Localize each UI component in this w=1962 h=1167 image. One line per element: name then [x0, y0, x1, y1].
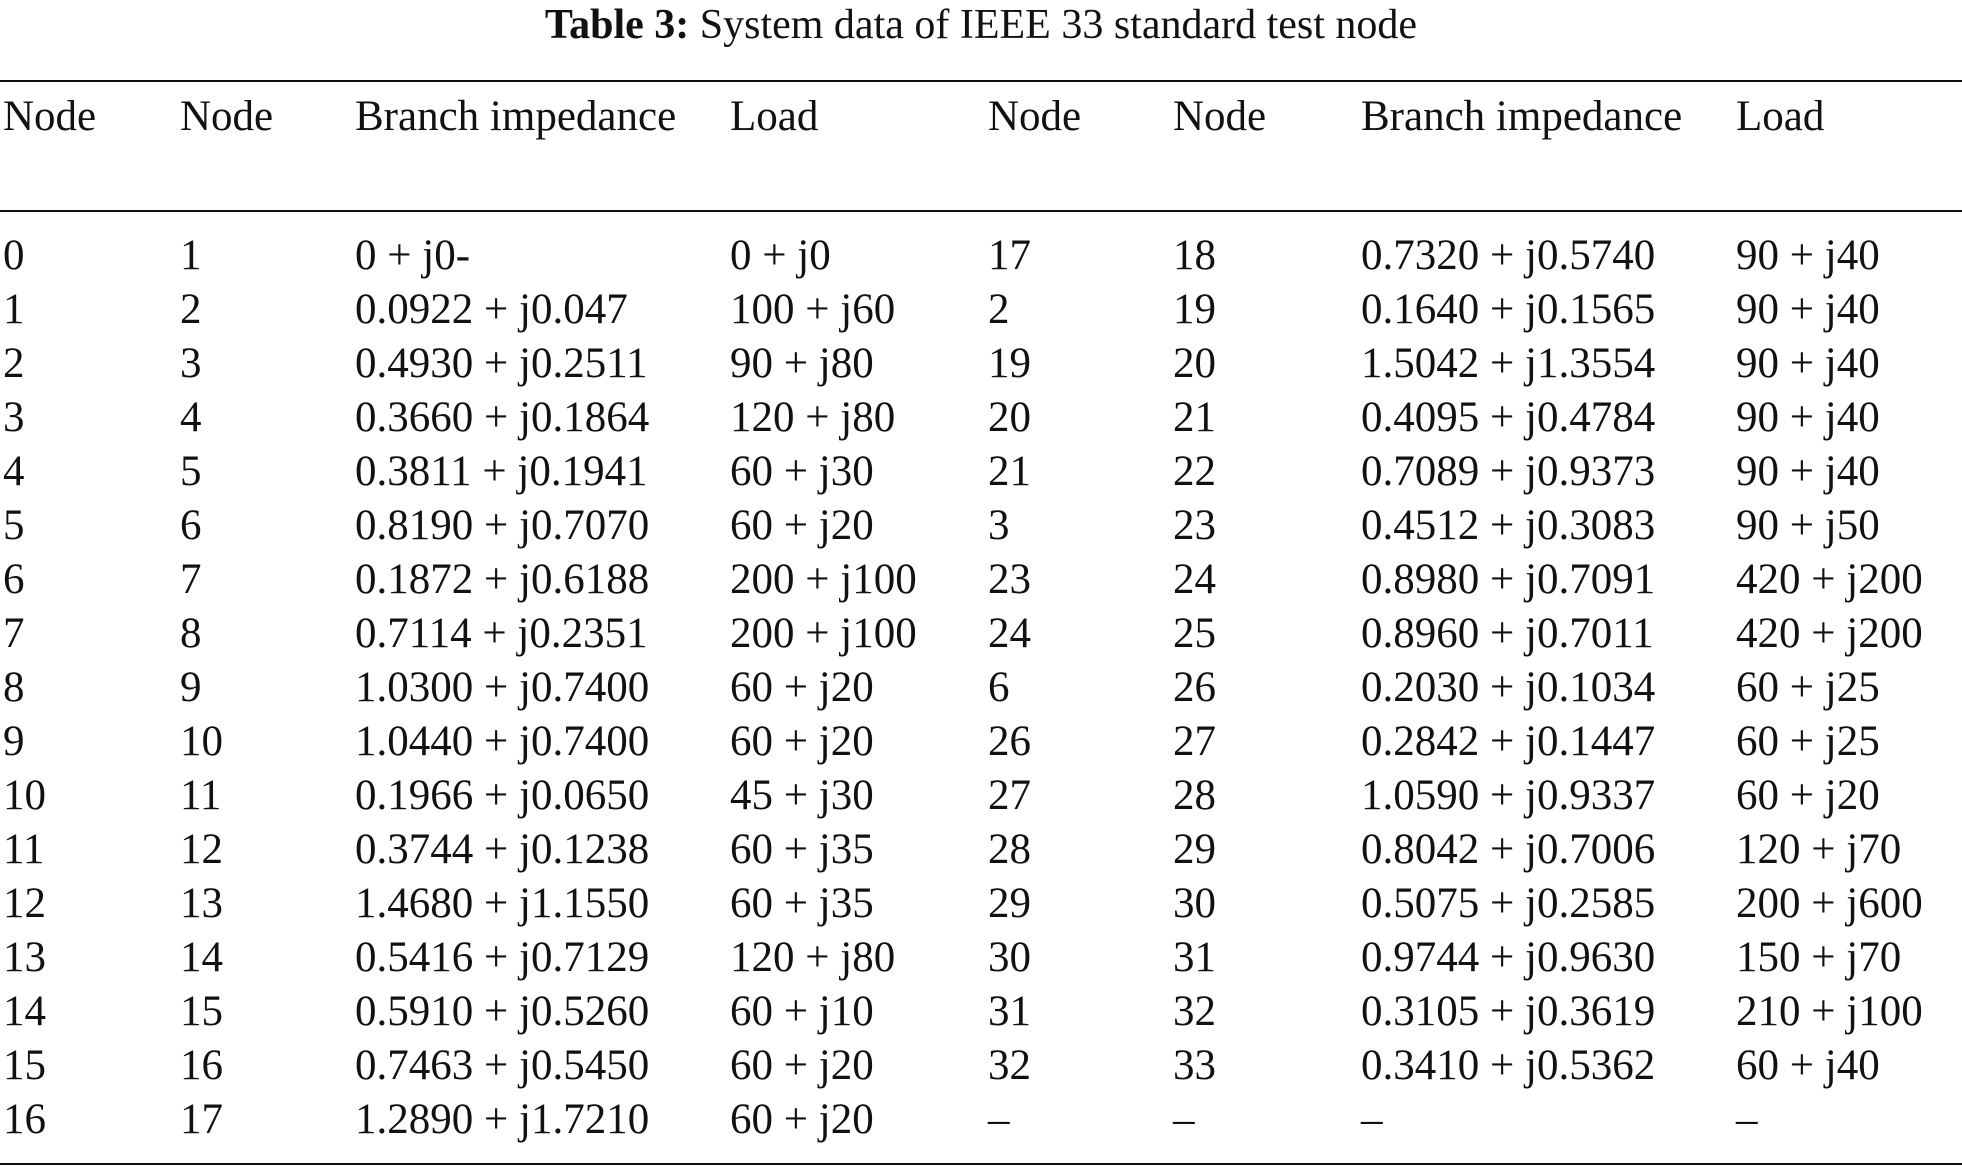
- table-cell: 1.0590 + j0.9337: [1361, 772, 1656, 819]
- table-cell: 0.4512 + j0.3083: [1361, 502, 1656, 549]
- table-cell: 1.2890 + j1.7210: [355, 1096, 650, 1143]
- table-cell: 0.8190 + j0.7070: [355, 502, 650, 549]
- table-cell: 90 + j40: [1736, 448, 1880, 495]
- table-cell: –: [1173, 1096, 1195, 1143]
- table-cell: 29: [988, 880, 1031, 927]
- table-cell: 1: [180, 232, 202, 279]
- table-cell: 7: [180, 556, 202, 603]
- table-cell: 60 + j25: [1736, 718, 1880, 765]
- table-cell: 420 + j200: [1736, 610, 1923, 657]
- table-row: [0, 607, 1962, 661]
- table-cell: 16: [180, 1042, 223, 1089]
- table-cell: 4: [3, 448, 25, 495]
- table-row: [0, 823, 1962, 877]
- table-cell: 1: [3, 286, 25, 333]
- table-cell: 0.3410 + j0.5362: [1361, 1042, 1656, 1089]
- table-cell: 1.5042 + j1.3554: [1361, 340, 1656, 387]
- table-cell: 29: [1173, 826, 1216, 873]
- table-cell: 0.2842 + j0.1447: [1361, 718, 1656, 765]
- table-cell: 3: [180, 340, 202, 387]
- table-cell: 17: [180, 1096, 223, 1143]
- table-row: [0, 715, 1962, 769]
- table-header: [0, 90, 1962, 200]
- table-cell: 0.5416 + j0.7129: [355, 934, 650, 981]
- caption-text: System data of IEEE 33 standard test node: [699, 2, 1418, 48]
- table-cell: 20: [988, 394, 1031, 441]
- table-cell: 60 + j20: [730, 1096, 874, 1143]
- table-cell: 16: [3, 1096, 46, 1143]
- table-cell: 0.4930 + j0.2511: [355, 340, 648, 387]
- table-cell: 17: [988, 232, 1031, 279]
- table-cell: 60 + j35: [730, 826, 874, 873]
- table-cell: 0 + j0: [730, 232, 831, 279]
- table-cell: 31: [1173, 934, 1216, 981]
- table-cell: 1.0300 + j0.7400: [355, 664, 650, 711]
- table-cell: 18: [1173, 232, 1216, 279]
- table-cell: 0.7463 + j0.5450: [355, 1042, 650, 1089]
- table-cell: 0.0922 + j0.047: [355, 286, 628, 333]
- table-cell: 60 + j40: [1736, 1042, 1880, 1089]
- table-cell: 200 + j100: [730, 556, 917, 603]
- table-cell: 90 + j40: [1736, 232, 1880, 279]
- table-cell: 200 + j600: [1736, 880, 1923, 927]
- table-cell: 3: [988, 502, 1010, 549]
- table-cell: 0.8960 + j0.7011: [1361, 610, 1654, 657]
- table-cell: 7: [3, 610, 25, 657]
- table-cell: 13: [3, 934, 46, 981]
- table-cell: 22: [1173, 448, 1216, 495]
- table-cell: 120 + j80: [730, 394, 896, 441]
- table-cell: 0.5910 + j0.5260: [355, 988, 650, 1035]
- column-header: Branch impedance: [355, 93, 677, 140]
- column-header: Node: [3, 93, 97, 140]
- table-cell: 24: [988, 610, 1031, 657]
- table-cell: 15: [3, 1042, 46, 1089]
- table-cell: 9: [3, 718, 25, 765]
- table-cell: 26: [988, 718, 1031, 765]
- table-cell: 11: [180, 772, 222, 819]
- table-cell: 60 + j20: [1736, 772, 1880, 819]
- table-cell: 10: [3, 772, 46, 819]
- table-cell: 6: [3, 556, 25, 603]
- column-header: Branch impedance: [1361, 93, 1683, 140]
- table-cell: 2: [988, 286, 1010, 333]
- table-cell: 60 + j20: [730, 664, 874, 711]
- table-cell: 1.0440 + j0.7400: [355, 718, 650, 765]
- table-cell: 420 + j200: [1736, 556, 1923, 603]
- column-header: Load: [1736, 93, 1825, 140]
- table-cell: 0.5075 + j0.2585: [1361, 880, 1656, 927]
- table-cell: 90 + j40: [1736, 394, 1880, 441]
- table-cell: 120 + j70: [1736, 826, 1902, 873]
- table-row: [0, 985, 1962, 1039]
- bottom-rule: [0, 1163, 1962, 1165]
- table-cell: 23: [1173, 502, 1216, 549]
- table-cell: 0.8980 + j0.7091: [1361, 556, 1656, 603]
- table-cell: 33: [1173, 1042, 1216, 1089]
- table-cell: 23: [988, 556, 1031, 603]
- table-cell: 3: [3, 394, 25, 441]
- table-cell: 0.3105 + j0.3619: [1361, 988, 1656, 1035]
- table-cell: 9: [180, 664, 202, 711]
- table-cell: 19: [988, 340, 1031, 387]
- table-cell: 19: [1173, 286, 1216, 333]
- table-cell: 0: [3, 232, 25, 279]
- table-cell: 90 + j40: [1736, 286, 1880, 333]
- table-cell: 90 + j80: [730, 340, 874, 387]
- table-caption: [0, 0, 1962, 50]
- table-cell: 0.1966 + j0.0650: [355, 772, 650, 819]
- table-cell: 0.3811 + j0.1941: [355, 448, 648, 495]
- table-cell: 100 + j60: [730, 286, 896, 333]
- table-cell: 8: [3, 664, 25, 711]
- table-cell: 4: [180, 394, 202, 441]
- table-cell: 13: [180, 880, 223, 927]
- top-rule: [0, 80, 1962, 82]
- table-cell: 6: [180, 502, 202, 549]
- table-cell: 0 + j0-: [355, 232, 471, 279]
- table-cell: 0.7114 + j0.2351: [355, 610, 648, 657]
- table-cell: 0.7320 + j0.5740: [1361, 232, 1656, 279]
- table-row: [0, 283, 1962, 337]
- header-row: [0, 90, 1962, 200]
- table-cell: 25: [1173, 610, 1216, 657]
- table-row: [0, 499, 1962, 553]
- table-cell: 2: [3, 340, 25, 387]
- column-header: Node: [180, 93, 274, 140]
- column-header: Node: [1173, 93, 1267, 140]
- table-row: [0, 661, 1962, 715]
- table-cell: 11: [3, 826, 45, 873]
- table-cell: 32: [1173, 988, 1216, 1035]
- table-cell: 200 + j100: [730, 610, 917, 657]
- table-body: [0, 229, 1962, 1147]
- table-cell: –: [1736, 1096, 1758, 1143]
- table-cell: 0.8042 + j0.7006: [1361, 826, 1656, 873]
- table-cell: 120 + j80: [730, 934, 896, 981]
- column-header: Load: [730, 93, 819, 140]
- table-cell: 27: [988, 772, 1031, 819]
- table-cell: 45 + j30: [730, 772, 874, 819]
- table-cell: 21: [988, 448, 1031, 495]
- table-row: [0, 1093, 1962, 1147]
- table-cell: 32: [988, 1042, 1031, 1089]
- table-cell: 0.3744 + j0.1238: [355, 826, 650, 873]
- table-cell: –: [1361, 1096, 1383, 1143]
- table-row: [0, 1039, 1962, 1093]
- table-cell: 0.9744 + j0.9630: [1361, 934, 1656, 981]
- table-cell: 60 + j20: [730, 1042, 874, 1089]
- table-cell: 60 + j25: [1736, 664, 1880, 711]
- table-row: [0, 931, 1962, 985]
- table-cell: 60 + j20: [730, 718, 874, 765]
- header-rule: [0, 210, 1962, 212]
- table-cell: 12: [180, 826, 223, 873]
- table-cell: 1.4680 + j1.1550: [355, 880, 650, 927]
- table-cell: 90 + j50: [1736, 502, 1880, 549]
- data-table: [0, 229, 1962, 1147]
- table-cell: 26: [1173, 664, 1216, 711]
- table-cell: 0.7089 + j0.9373: [1361, 448, 1656, 495]
- table-cell: 0.2030 + j0.1034: [1361, 664, 1656, 711]
- table-cell: 0.3660 + j0.1864: [355, 394, 650, 441]
- table-cell: 14: [3, 988, 46, 1035]
- table-cell: 28: [1173, 772, 1216, 819]
- table-cell: 6: [988, 664, 1010, 711]
- table-cell: 12: [3, 880, 46, 927]
- table-cell: 60 + j20: [730, 502, 874, 549]
- table-row: [0, 229, 1962, 283]
- table-cell: 30: [1173, 880, 1216, 927]
- table-cell: 150 + j70: [1736, 934, 1902, 981]
- table-cell: 5: [3, 502, 25, 549]
- table-cell: 60 + j35: [730, 880, 874, 927]
- table-cell: 90 + j40: [1736, 340, 1880, 387]
- table-cell: 60 + j10: [730, 988, 874, 1035]
- table-row: [0, 445, 1962, 499]
- table-row: [0, 877, 1962, 931]
- table-cell: 31: [988, 988, 1031, 1035]
- table-cell: 20: [1173, 340, 1216, 387]
- table-cell: 2: [180, 286, 202, 333]
- table-cell: 0.1872 + j0.6188: [355, 556, 650, 603]
- table-cell: 5: [180, 448, 202, 495]
- table-cell: 0.1640 + j0.1565: [1361, 286, 1656, 333]
- table-cell: 0.4095 + j0.4784: [1361, 394, 1656, 441]
- caption-label: Table 3:: [544, 2, 690, 48]
- table-cell: 27: [1173, 718, 1216, 765]
- table-cell: 10: [180, 718, 223, 765]
- column-header: Node: [988, 93, 1082, 140]
- table-row: [0, 553, 1962, 607]
- table-cell: 21: [1173, 394, 1216, 441]
- table-cell: 60 + j30: [730, 448, 874, 495]
- table-cell: 15: [180, 988, 223, 1035]
- table-cell: –: [988, 1096, 1010, 1143]
- table-cell: 210 + j100: [1736, 988, 1923, 1035]
- table-cell: 8: [180, 610, 202, 657]
- table-cell: 28: [988, 826, 1031, 873]
- table-cell: 30: [988, 934, 1031, 981]
- table-cell: 14: [180, 934, 223, 981]
- table-row: [0, 337, 1962, 391]
- table-cell: 24: [1173, 556, 1216, 603]
- table-row: [0, 769, 1962, 823]
- table-row: [0, 391, 1962, 445]
